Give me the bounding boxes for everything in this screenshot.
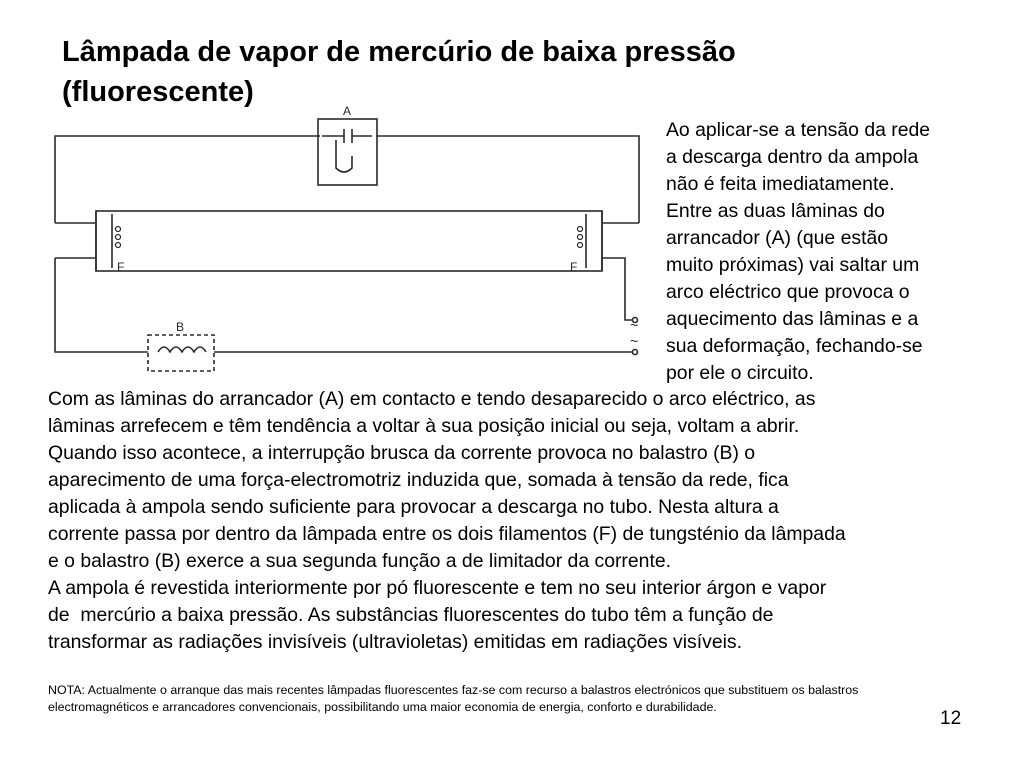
main-text-line: lâminas arrefecem e têm tendência a voltar à sua posição inicial ou seja, voltam a abrir. <box>48 415 800 437</box>
filament-coil-left <box>116 243 121 248</box>
main-text-line: corrente passa por dentro da lâmpada entre os dois filamentos (F) de tungsténio da lâmpada <box>48 523 846 545</box>
wire-right-lower <box>602 258 632 320</box>
title-line: (fluorescente) <box>62 76 254 108</box>
note-paragraph <box>48 682 988 716</box>
wire-top-right <box>376 136 639 223</box>
starter-bimetal <box>336 140 352 172</box>
filament-coil-right <box>578 243 583 248</box>
main-text-line: aparecimento de uma força-electromotriz induzida que, somada à tensão da rede, fica <box>48 469 789 491</box>
supply-terminal-bottom <box>633 350 638 355</box>
side-text-line: muito próximas) vai saltar um <box>666 254 920 276</box>
main-text-line: e o balastro (B) exerce a sua segunda função a de limitador da corrente. <box>48 550 672 572</box>
side-text-line: arrancador (A) (que estão <box>666 227 889 249</box>
starter-label: A <box>343 104 352 118</box>
filament-coil-right <box>578 235 583 240</box>
side-text-line: a descarga dentro da ampola <box>666 146 919 168</box>
side-text-line: Entre as duas lâminas do <box>666 200 885 222</box>
wire-top-left <box>55 136 320 223</box>
main-text-line: Quando isso acontece, a interrupção brusca da corrente provoca no balastro (B) o <box>48 442 756 464</box>
tube-end-left <box>96 211 112 271</box>
supply-symbol-bottom: ~ <box>630 333 639 349</box>
main-paragraph <box>48 386 998 656</box>
note-line: electromagnéticos e arrancadores convencionais, possibilitando uma maior economia de energia, conforto e durabilidade. <box>48 700 717 714</box>
side-text-line: não é feita imediatamente. <box>666 173 895 195</box>
side-text-line: sua deformação, fechando-se <box>666 335 923 357</box>
side-text-line: aquecimento das lâminas e a <box>666 308 919 330</box>
ballast-coil <box>158 347 206 352</box>
filament-coil-left <box>116 227 121 232</box>
ballast-box <box>148 335 214 371</box>
filament-coil-right <box>578 227 583 232</box>
main-text-line: A ampola é revestida interiormente por pó fluorescente e tem no seu interior árgon e vapor <box>48 577 827 599</box>
tube-end-right <box>586 211 602 271</box>
fluorescent-tube <box>96 211 602 271</box>
main-text-line: transformar as radiações invisíveis (ultravioletas) emitidas em radiações visíveis. <box>48 631 743 653</box>
filament-label-left: F <box>117 260 125 274</box>
supply-symbol-top: ~ <box>630 317 639 333</box>
filament-coil-left <box>116 235 121 240</box>
note-line: NOTA: Actualmente o arranque das mais recentes lâmpadas fluorescentes faz-se com recurso a balastros electrónicos que substituem os balastros <box>48 683 859 697</box>
starter-box <box>318 119 377 185</box>
wire-left-bottom <box>55 258 148 352</box>
title-line: Lâmpada de vapor de mercúrio de baixa pressão <box>62 36 736 68</box>
main-text-line: de mercúrio a baixa pressão. As substâncias fluorescentes do tubo têm a função de <box>48 604 774 626</box>
side-paragraph <box>666 117 996 387</box>
filament-label-right: F <box>570 260 578 274</box>
side-text-line: arco eléctrico que provoca o <box>666 281 910 303</box>
main-text-line: Com as lâminas do arrancador (A) em contacto e tendo desaparecido o arco eléctrico, as <box>48 388 816 410</box>
page-number: 12 <box>940 708 962 729</box>
starter-blades <box>344 129 352 143</box>
side-text-line: por ele o circuito. <box>666 362 814 384</box>
side-text-line: Ao aplicar-se a tensão da rede <box>666 119 931 141</box>
ballast-label: B <box>176 320 185 334</box>
main-text-line: aplicada à ampola sendo suficiente para provocar a descarga no tubo. Nesta altura a <box>48 496 779 518</box>
